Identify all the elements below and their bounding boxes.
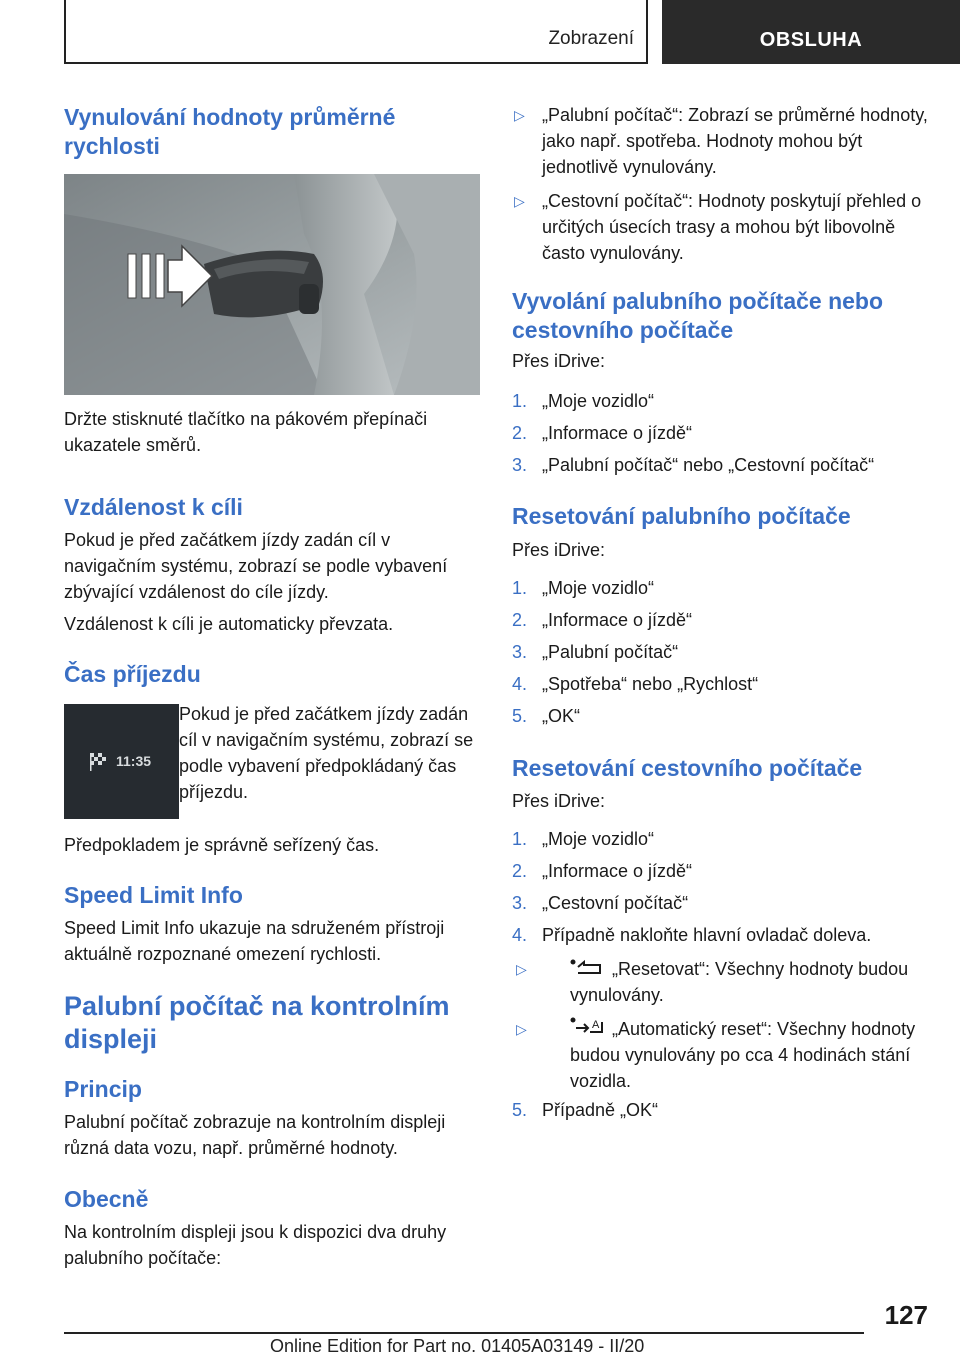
auto-reset-icon xyxy=(570,1016,604,1043)
paragraph-general: Na kontrolním displeji jsou k dispozici dva druhy palubního počítače: xyxy=(64,1222,447,1268)
step-five-list xyxy=(512,1097,932,1129)
list-item: 2. „Informace o jízdě“ xyxy=(512,423,693,443)
arrival-time-display-image xyxy=(64,704,179,819)
list-item: ▷ „Cestovní počítač“: Hodnoty poskytují přehled o určitých úsecích trasy a mohou být libovolně často vynulovány. xyxy=(512,188,932,266)
computer-types-list xyxy=(512,102,932,272)
triangle-bullet-icon: ▷ xyxy=(516,961,527,977)
heading-arrival-time: Čas příjezdu xyxy=(64,661,201,687)
steps-reset-onboard-list xyxy=(512,575,932,735)
list-item: 3. „Palubní počítač“ xyxy=(512,642,679,662)
header-section-title: Zobrazení xyxy=(548,28,634,49)
list-item: 4. Případně nakloňte hlavní ovladač doleva. xyxy=(512,925,872,945)
list-item: ▷ A „Automatický reset“: Všechny hodnoty budou vynulovány po cca 4 hodinách stání vozidla. xyxy=(512,1016,932,1094)
list-item: ▷ „Palubní počítač“: Zobrazí se průměrné hodnoty, jako např. spotřeba. Hodnoty mohou být jednotlivě vynulovány. xyxy=(512,102,932,180)
heading-reset-onboard: Resetování palubního počítače xyxy=(512,503,851,529)
steps-open-list xyxy=(512,388,932,484)
list-item: 1. „Moje vozidlo“ xyxy=(512,829,655,849)
arrival-flag-icon xyxy=(64,704,179,819)
reset-icon xyxy=(570,958,604,984)
list-item: 5. „OK“ xyxy=(512,706,580,726)
heading-reset-average: Vynulování hodnoty průměrné rychlosti xyxy=(64,104,396,159)
list-item: 1. „Moje vozidlo“ xyxy=(512,391,655,411)
header-chapter-label: OBSLUHA xyxy=(759,29,863,51)
list-item: ▷ „Resetovat“: Všechny hodnoty budou vynulovány. xyxy=(512,956,932,1008)
paragraph-speed-limit-info: Speed Limit Info ukazuje na sdruženém přístroji aktuálně rozpoznané omezení rychlosti. xyxy=(64,918,445,964)
heading-reset-trip: Resetování cestovního počítače xyxy=(512,755,863,781)
turn-signal-lever-image xyxy=(64,174,480,395)
list-item: 1. „Moje vozidlo“ xyxy=(512,578,655,598)
heading-general: Obecně xyxy=(64,1186,149,1212)
paragraph-reset-average: Držte stisknuté tlačítko na pákovém přepínači ukazatele směrů. xyxy=(64,409,428,455)
page-number: 127 xyxy=(884,1300,928,1330)
triangle-bullet-icon: ▷ xyxy=(514,107,525,123)
svg-text:A: A xyxy=(592,1019,600,1031)
list-item: 2. „Informace o jízdě“ xyxy=(512,610,693,630)
edition-info: Online Edition for Part no. 01405A03149 - II/20 xyxy=(270,1336,645,1356)
triangle-bullet-icon: ▷ xyxy=(514,193,525,209)
footer-divider xyxy=(64,1332,864,1334)
heading-distance: Vzdálenost k cíli xyxy=(64,494,243,520)
list-item: 2. „Informace o jízdě“ xyxy=(512,861,693,881)
heading-open-computer: Vyvolání palubního počítače nebo cestovního počítače xyxy=(512,288,884,343)
via-idrive-2: Přes iDrive: xyxy=(512,540,606,560)
heading-speed-limit-info: Speed Limit Info xyxy=(64,882,243,908)
triangle-bullet-icon: ▷ xyxy=(516,1021,527,1037)
via-idrive-3: Přes iDrive: xyxy=(512,791,606,811)
steps-reset-trip-list xyxy=(512,826,932,954)
via-idrive-1: Přes iDrive: xyxy=(512,351,606,371)
paragraph-distance-2: Vzdálenost k cíli je automaticky převzata. xyxy=(64,614,394,634)
list-item: 3. „Cestovní počítač“ xyxy=(512,893,689,913)
heading-principle: Princip xyxy=(64,1076,142,1102)
list-item: 4. „Spotřeba“ nebo „Rychlost“ xyxy=(512,674,759,694)
paragraph-principle: Palubní počítač zobrazuje na kontrolním displeji různá data vozu, např. průměrné hodnoty. xyxy=(64,1112,446,1158)
reset-options-list xyxy=(512,956,932,1100)
list-item: 5. Případně „OK“ xyxy=(512,1100,659,1120)
paragraph-arrival-2: Předpokladem je správně seřízený čas. xyxy=(64,835,380,855)
lever-illustration xyxy=(64,174,480,395)
paragraph-arrival-1: Pokud je před začátkem jízdy zadán cíl v navigačním systému, zobrazí se podle vybavení předpokládaný čas příjezdu. xyxy=(179,704,474,802)
list-item: 3. „Palubní počítač“ nebo „Cestovní počítač“ xyxy=(512,455,875,475)
arrival-time-value: 11:35 xyxy=(116,753,152,769)
heading-onboard-computer: Palubní počítač na kontrolním displeji xyxy=(64,991,450,1054)
paragraph-distance-1: Pokud je před začátkem jízdy zadán cíl v navigačním systému, zobrazí se podle vybavení zbývající vzdálenost do cíle jízdy. xyxy=(64,530,448,602)
header-chapter-tab xyxy=(662,0,960,64)
